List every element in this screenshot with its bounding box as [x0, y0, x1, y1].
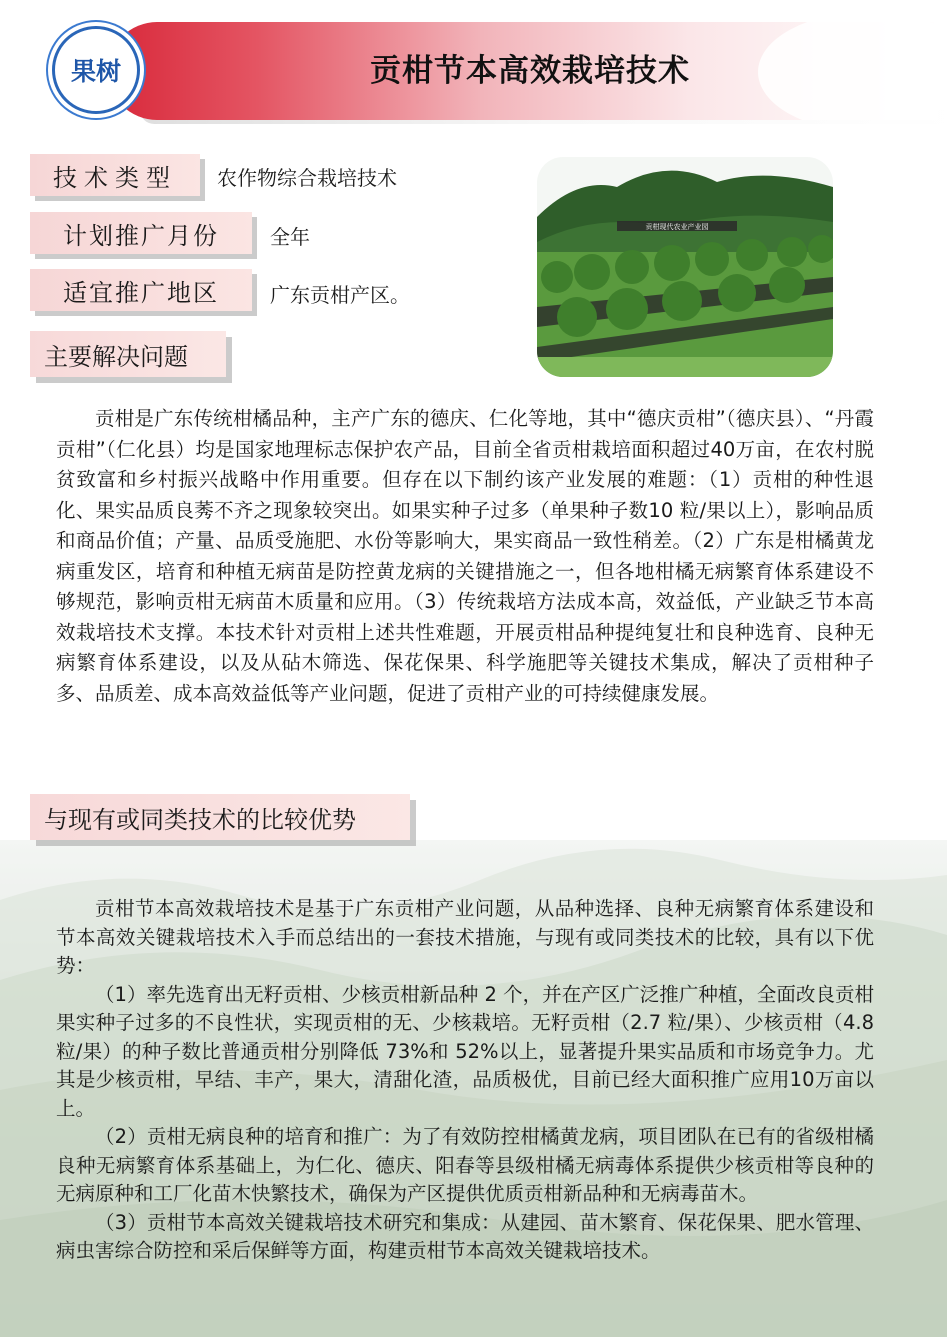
advantages-text [56, 895, 874, 1266]
tech-type-label: 技术类型 [30, 154, 200, 196]
orchard-illustration [537, 157, 833, 377]
problems-paragraph: 贡柑是广东传统柑橘品种，主产广东的德庆、仁化等地，其中“德庆贡柑”（德庆县）、“丹霞贡柑”（仁化县）均是国家地理标志保护农产品，目前全省贡柑栽培面积超过40万亩，在农村脱贫致富和乡村振兴战略中作用重要。但存在以下制约该产业发展的难题：（1）贡柑的种性退化、果实品质良莠不齐之现象较突出。如果实种子过多（单果种子数10 粒/果以上），影响品质和商品价值；产量、品质受施肥、水份等影响大，果实商品一致性稍差。（2）广东是柑橘黄龙病重发区，培育和种植无病苗是防控黄龙病的关键措施之一，但各地柑橘无病繁育体系建设不够规范，影响贡柑无病苗木质量和应用。（3）传统栽培方法成本高，效益低，产业缺乏节本高效栽培技术支撑。本技术针对贡柑上述共性难题，开展贡柑品种提纯复壮和良种选育、良种无病繁育体系建设，以及从砧木筛选、保花保果、科学施肥等关键技术集成，解决了贡柑种子多、品质差、成本高效益低等产业问题，促进了贡柑产业的可持续健康发展。 [56, 407, 874, 705]
section-heading-problems: 主要解决问题 [30, 331, 226, 377]
orchard-sign-text: 贡柑现代农业产业园 [645, 223, 709, 231]
promotion-month-value: 全年 [270, 225, 310, 249]
section-heading-advantages: 与现有或同类技术的比较优势 [30, 794, 410, 840]
category-badge [52, 26, 140, 114]
advantages-intro: 贡柑节本高效栽培技术是基于广东贡柑产业问题，从品种选择、良种无病繁育体系建设和节本高效关键栽培技术入手而总结出的一套技术措施，与现有或同类技术的比较，具有以下优势： [56, 897, 874, 977]
suitable-region-value: 广东贡柑产区。 [270, 283, 410, 307]
promotion-month-label: 计划推广月份 [30, 212, 252, 254]
advantage-item-3: （3）贡柑节本高效关键栽培技术研究和集成：从建园、苗木繁育、保花保果、肥水管理、病虫害综合防控和采后保鲜等方面，构建贡柑节本高效关键栽培技术。 [56, 1210, 874, 1262]
page-title: 贡柑节本高效栽培技术 [370, 53, 690, 89]
orchard-photo [537, 157, 833, 377]
advantage-item-2: （2）贡柑无病良种的培育和推广：为了有效防控柑橘黄龙病，项目团队在已有的省级柑橘良种无病繁育体系基础上，为仁化、德庆、阳春等县级柑橘无病毒体系提供少核贡柑等良种的无病原种和工厂化苗木快繁技术，确保为产区提供优质贡柑新品种和无病毒苗木。 [56, 1125, 874, 1205]
suitable-region-label: 适宜推广地区 [30, 269, 252, 311]
advantage-item-1: （1）率先选育出无籽贡柑、少核贡柑新品种 2 个，并在产区广泛推广种植，全面改良贡柑果实种子过多的不良性状，实现贡柑的无、少核栽培。无籽贡柑（2.7 粒/果）、少核贡柑（4.8 粒/果）的种子数比普通贡柑分别降低 73%和 52%以上，显著提升果实品质和市场竞争力。尤其是少核贡柑，早结、丰产，果大，清甜化渣，品质极优，目前已经大面积推广应用10万亩以上。 [56, 982, 874, 1120]
category-badge-label: 果树 [70, 57, 121, 86]
tech-type-value: 农作物综合栽培技术 [217, 166, 397, 190]
